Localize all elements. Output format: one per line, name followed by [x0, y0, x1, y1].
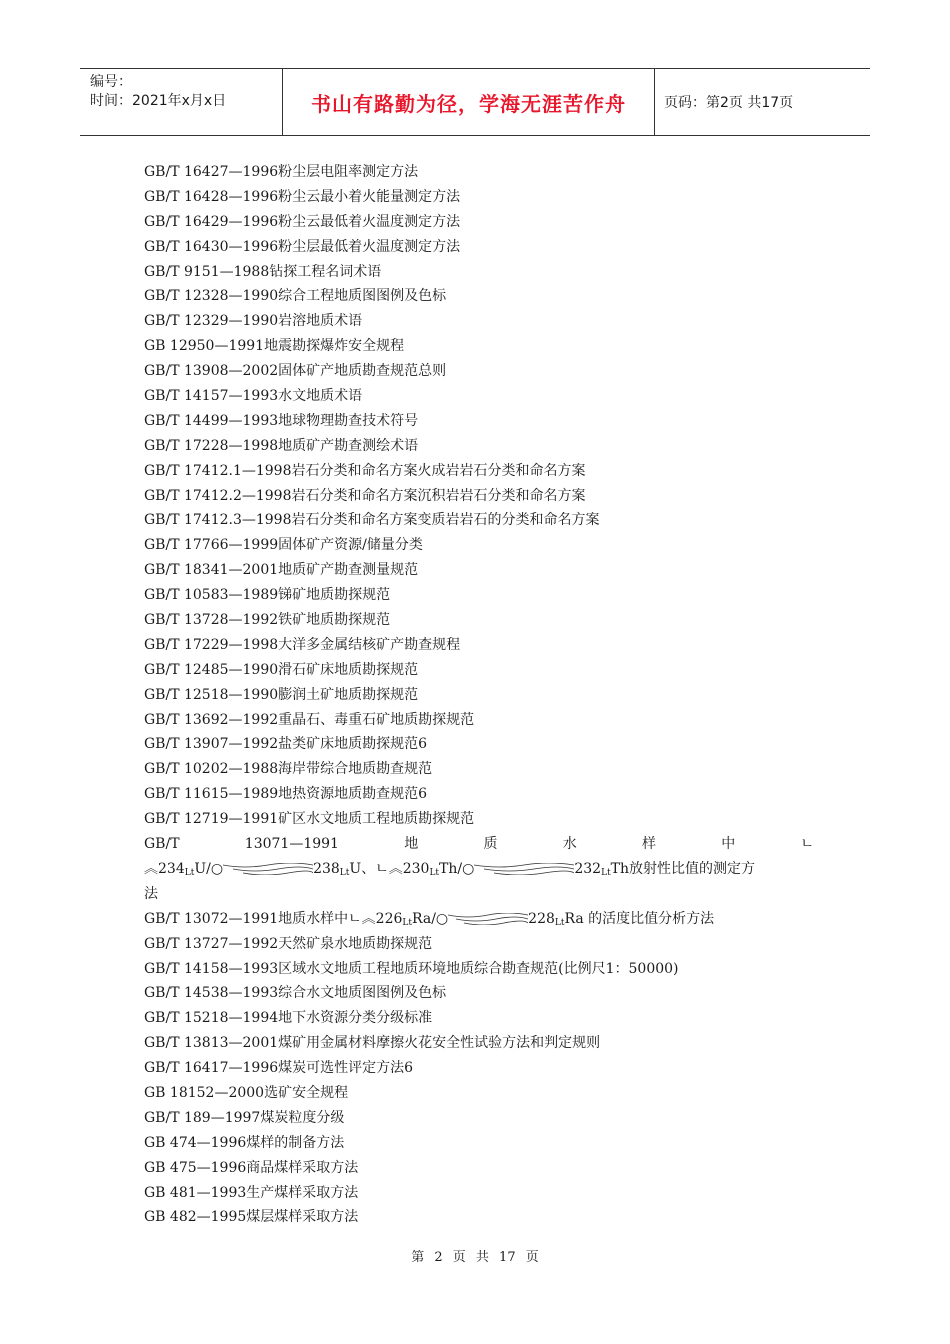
standard-entry: GB 18152—2000选矿安全规程: [144, 1084, 349, 1101]
chevron-icon: ︽: [144, 860, 158, 877]
spread-line: [144, 832, 814, 857]
standard-entry: GB 482—1995煤层煤样采取方法: [144, 1209, 359, 1226]
line-13072: GB/T 13072—1991地质水样中ㄴ$︽226_{Lt}Ra/○$ $228_{Lt}Ra$ 的活度比值分析方法: [144, 910, 715, 928]
standard-entry: GB/T 14158—1993区域水文地质工程地质环境地质综合勘查规范(比例尺1：50000): [144, 960, 679, 977]
standard-entry: GB/T 17412.3—1998岩石分类和命名方案变质岩岩石的分类和命名方案: [144, 512, 600, 529]
spread-token: 地: [404, 836, 419, 853]
standard-entry: GB/T 14499—1993地球物理勘查技术符号: [144, 412, 419, 429]
standard-entry: GB/T 10583—1989锑矿地质勘探规范: [144, 587, 391, 604]
spread-token: GB/T: [144, 836, 180, 853]
standard-entry: GB/T 15218—1994地下水资源分类分级标准: [144, 1010, 433, 1027]
standard-entry: GB/T 12719—1991矿区水文地质工程地质勘探规范: [144, 811, 475, 828]
standards-list: [144, 160, 814, 1230]
spread-token: 水: [562, 836, 577, 853]
standard-entry: GB/T 12328—1990综合工程地质图图例及色标: [144, 288, 447, 305]
header-motto: 书山有路勤为径，学海无涯苦作舟: [283, 69, 655, 135]
standard-entry: GB/T 11615—1989地热资源地质勘查规范6: [144, 786, 428, 803]
standard-entry: GB 474—1996煤样的制备方法: [144, 1134, 345, 1151]
standard-entry: GB/T 17229—1998大洋多金属结核矿产勘查规程: [144, 636, 461, 653]
standard-entry: GB/T 16428—1996粉尘云最小着火能量测定方法: [144, 188, 461, 205]
time-label: 时间：2021年x月x日: [90, 93, 227, 109]
spread-token: 13071—1991: [244, 836, 339, 853]
standard-entry: GB/T 17412.2—1998岩石分类和命名方案沉积岩岩石分类和命名方案: [144, 487, 586, 504]
standard-entry: GB/T 9151—1988钻探工程名词术语: [144, 263, 382, 280]
chevron-icon: ︽: [388, 860, 403, 877]
standard-entry: GB/T 10202—1988海岸带综合地质勘查规范: [144, 761, 433, 778]
standard-entry: GB/T 14157—1993水文地质术语: [144, 388, 363, 405]
wave-icon: [223, 863, 313, 875]
standard-entry: GB/T 16427—1996粉尘层电阻率测定方法: [144, 164, 419, 180]
wave-icon: [448, 913, 528, 925]
standard-entry: GB/T 17228—1998地质矿产勘查测绘术语: [144, 437, 419, 454]
chevron-icon: ︽: [361, 910, 376, 927]
standard-entry: GB/T 13692—1992重晶石、毒重石矿地质勘探规范: [144, 711, 475, 728]
standard-entry: GB/T 13728—1992铁矿地质勘探规范: [144, 612, 391, 629]
standard-entry: GB/T 17412.1—1998岩石分类和命名方案火成岩岩石分类和命名方案: [144, 462, 586, 479]
standard-entry: GB/T 16430—1996粉尘层最低着火温度测定方法: [144, 238, 461, 255]
standard-entry: GB/T 14538—1993综合水文地质图图例及色标: [144, 985, 447, 1002]
standard-entry: GB/T 189—1997煤炭粒度分级: [144, 1109, 345, 1126]
number-label: 编号：: [90, 74, 132, 90]
standard-entry: GB/T 13908—2002固体矿产地质勘查规范总则: [144, 363, 447, 380]
standard-entry: GB/T 13813—2001煤矿用金属材料摩擦火花安全性试验方法和判定规则: [144, 1035, 601, 1052]
standard-entry: GB/T 13727—1992天然矿泉水地质勘探规范: [144, 935, 433, 952]
standard-entry: GB/T 12329—1990岩溶地质术语: [144, 313, 363, 330]
formula-line: $︽234_{Lt}U/○$ $238_{Lt}U$、ㄴ$︽230_{Lt}Th/○$ $232_{Lt}Th$放射性比值的测定方: [144, 860, 756, 878]
page-header: [80, 68, 870, 136]
spread-token: 质: [483, 836, 498, 853]
standard-entry: GB/T 16429—1996粉尘云最低着火温度测定方法: [144, 213, 461, 230]
spread-token: ㄴ: [800, 836, 814, 853]
standard-entry: GB/T 13907—1992盐类矿床地质勘探规范6: [144, 736, 428, 753]
standard-entry: GB 12950—1991地震勘探爆炸安全规程: [144, 338, 405, 355]
spread-token: 中: [721, 836, 736, 853]
standard-entry: GB 481—1993生产煤样采取方法: [144, 1184, 359, 1201]
wave-icon: [474, 863, 574, 875]
formula-wrap: 法: [144, 885, 158, 902]
standard-entry: GB/T 17766—1999固体矿产资源/储量分类: [144, 537, 423, 554]
spread-token: 样: [641, 836, 656, 853]
standard-entry: GB/T 12518—1990膨润土矿地质勘探规范: [144, 686, 419, 703]
standard-entry: GB 475—1996商品煤样采取方法: [144, 1159, 359, 1176]
header-page-info: 页码：第2页 共17页: [664, 95, 794, 111]
standard-entry: GB/T 12485—1990滑石矿床地质勘探规范: [144, 661, 419, 678]
page-footer: 第 2 页 共 17 页: [411, 1250, 539, 1265]
header-meta: [80, 69, 283, 135]
standard-entry: GB/T 16417—1996煤炭可选性评定方法6: [144, 1060, 414, 1077]
standard-entry: GB/T 18341—2001地质矿产勘查测量规范: [144, 562, 419, 579]
